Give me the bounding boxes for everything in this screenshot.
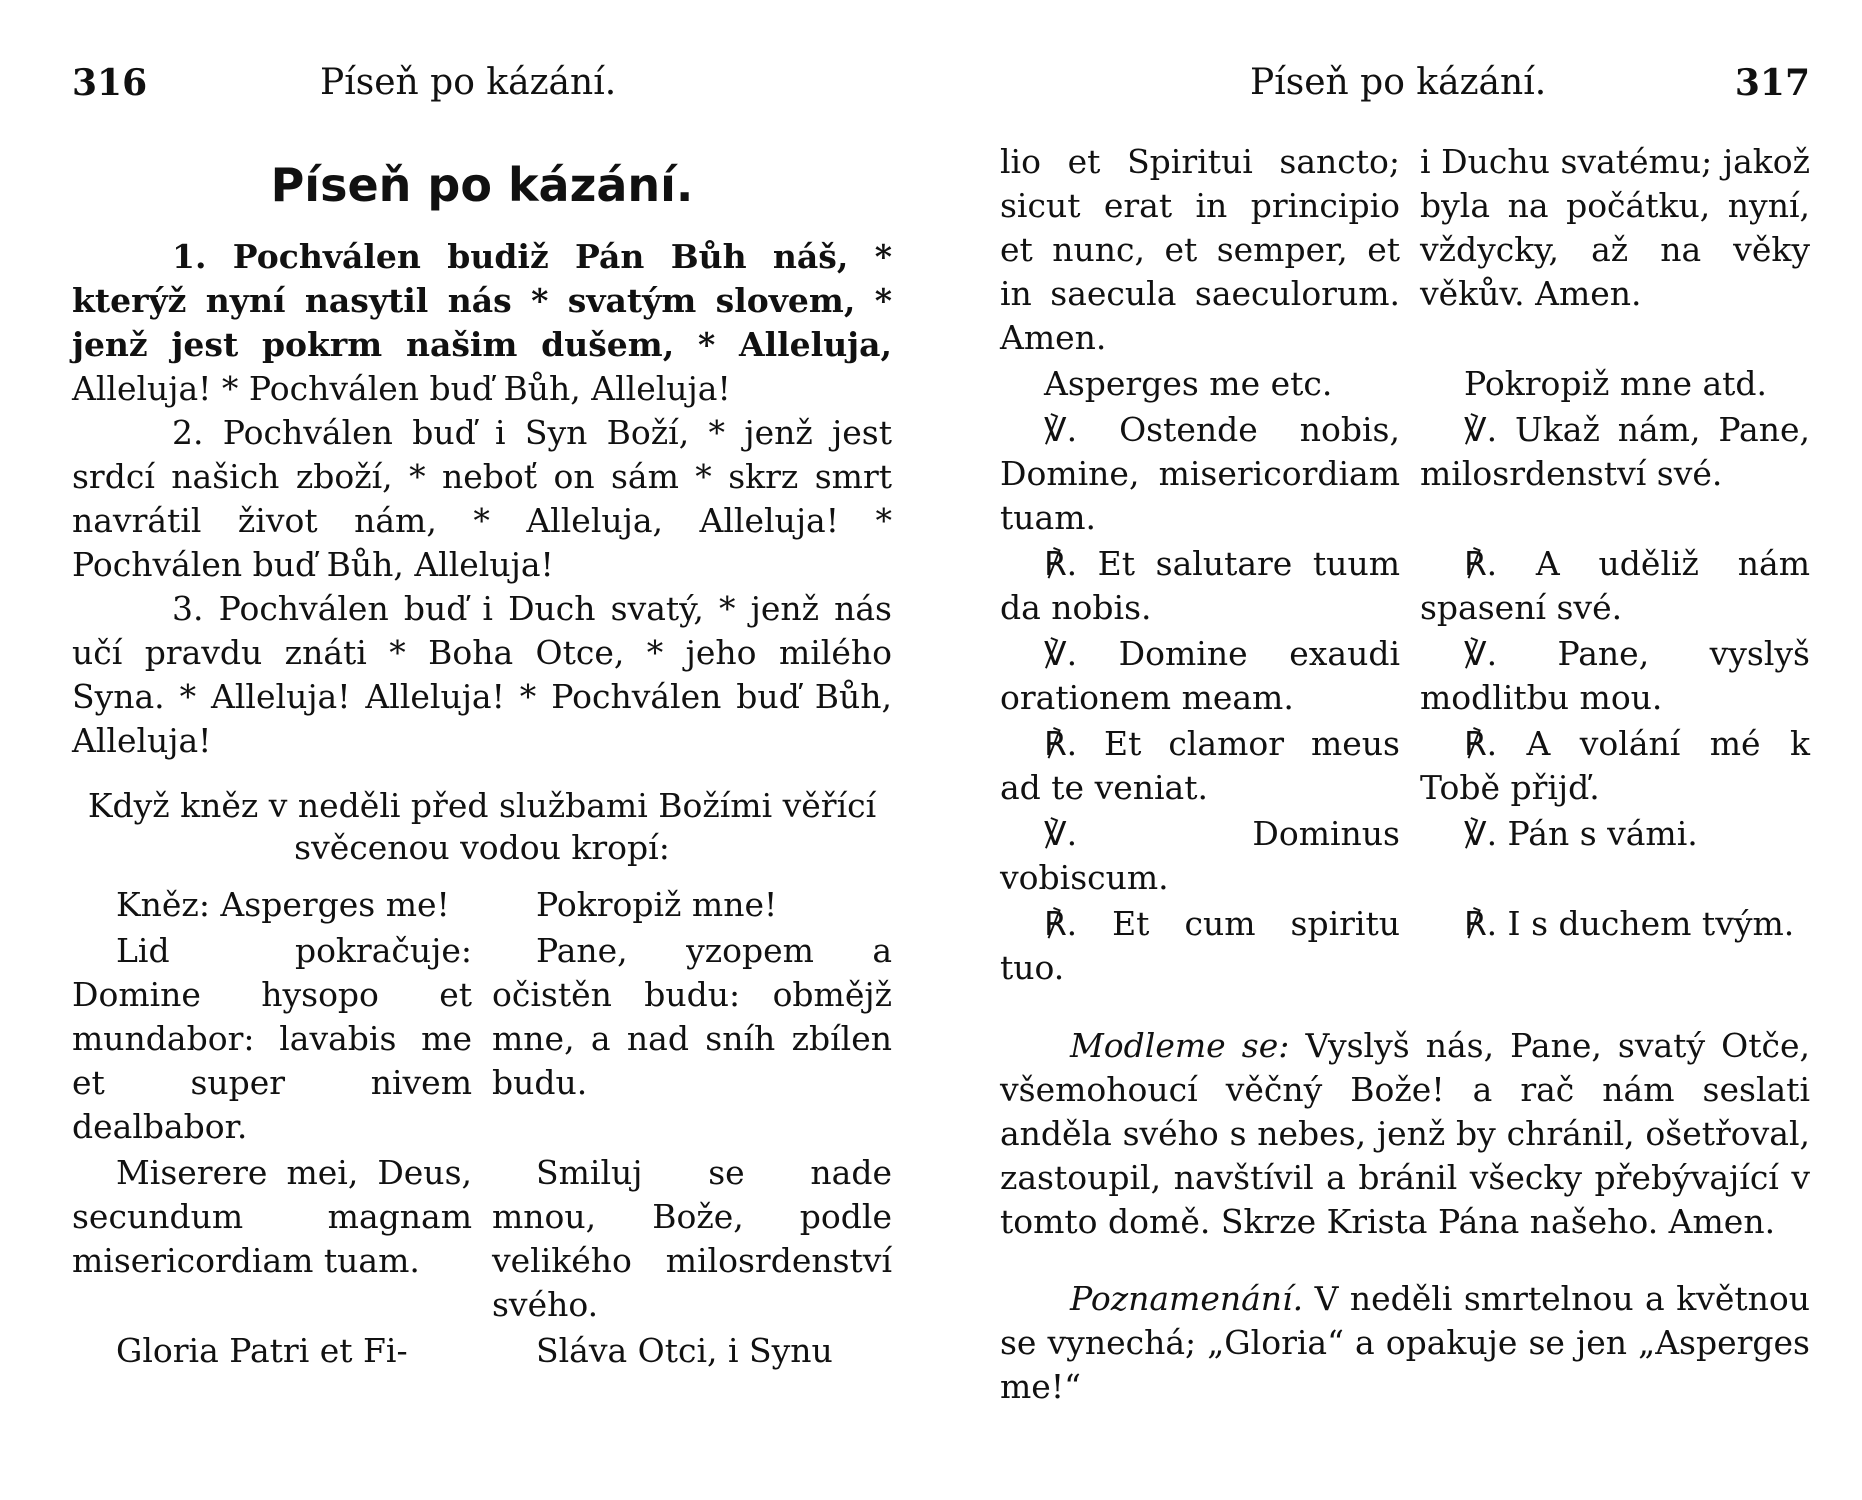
parallel-row bbox=[72, 929, 892, 1151]
czech-response: ℟. A uděliž nám spasení své. bbox=[1420, 544, 1810, 627]
right-page-content bbox=[1000, 140, 1810, 1442]
versicle-row bbox=[1000, 632, 1810, 722]
czech-versicle: ℣. Pane, vyslyš modlitbu mou. bbox=[1420, 634, 1810, 717]
latin-text: Miserere mei, Deus, secundum magnam misericordiam tuam. bbox=[72, 1153, 472, 1280]
note-text: V neděli smrtelnou a květnou se vynechá; „Gloria“ a opakuje se jen „Asperges me!“ bbox=[1000, 1279, 1810, 1406]
czech-text: Pokropiž mne atd. bbox=[1464, 364, 1768, 403]
czech-text: Pokropiž mne! bbox=[536, 885, 778, 924]
stanza-3 bbox=[72, 587, 892, 763]
parallel-row bbox=[72, 883, 892, 929]
czech-text: Sláva Otci, i Synu bbox=[536, 1331, 833, 1370]
stanza-1 bbox=[72, 235, 892, 411]
right-page bbox=[1000, 0, 1810, 1500]
versicle-row bbox=[1000, 408, 1810, 542]
latin-text: lio et Spiritui sancto; sicut erat in principio et nunc, et semper, et in saecula saeculorum. Amen. bbox=[1000, 142, 1400, 357]
czech-versicle: ℣. Ukaž nám, Pane, milosrdenství své. bbox=[1420, 410, 1810, 493]
left-running-title: Píseň po kázání. bbox=[320, 62, 617, 103]
czech-text: Pane, yzopem a očistěn budu: obmějž mne, a nad sníh zbílen budu. bbox=[492, 931, 892, 1102]
prayer-text: Vyslyš nás, Pane, svatý Otče, všemohoucí věčný Bože! a rač nám seslati anděla svého s nebes, jenž by chránil, ošetřoval, zastoupil, navštívil a bránil všecky přebývající v tomto domě. Skrze Krista Pána našeho. Amen. bbox=[1000, 1026, 1810, 1241]
response-row bbox=[1000, 542, 1810, 632]
song-title: Píseň po kázání. bbox=[270, 158, 694, 212]
right-page-number: 317 bbox=[1734, 62, 1810, 104]
latin-versicle: ℣. Ostende nobis, Domine, misericordiam tuam. bbox=[1000, 410, 1400, 537]
czech-response: ℟. A volání mé k Tobě přijď. bbox=[1420, 724, 1810, 807]
czech-versicle: ℣. Pán s vámi. bbox=[1464, 814, 1698, 853]
versicle-row bbox=[1000, 812, 1810, 902]
latin-response: ℟. Et salutare tuum da nobis. bbox=[1000, 544, 1400, 627]
parallel-row bbox=[72, 1151, 892, 1329]
parallel-row bbox=[1000, 362, 1810, 408]
latin-text: Kněz: Asperges me! bbox=[116, 885, 450, 924]
left-page-number: 316 bbox=[72, 62, 148, 104]
latin-text: Asperges me etc. bbox=[1044, 364, 1333, 403]
left-page bbox=[72, 0, 892, 1500]
latin-text: Gloria Patri et Fi- bbox=[116, 1331, 408, 1370]
czech-text: Smiluj se nade mnou, Bože, podle velikého milosrdenství svého. bbox=[492, 1153, 892, 1324]
parallel-row bbox=[1000, 140, 1810, 362]
latin-versicle: ℣. Domine exaudi orationem meam. bbox=[1000, 634, 1400, 717]
stanza-2-text: 2. Pochválen buď i Syn Boží, * jenž jest srdcí našich zboží, * neboť on sám * skrz smrt navrátil život nám, * Alleluja, Alleluja! * Pochválen buď Bůh, Alleluja! bbox=[72, 413, 892, 584]
latin-response: ℟. Et clamor meus ad te veniat. bbox=[1000, 724, 1400, 807]
stanza-1-text: Alleluja! * Pochválen buď Bůh, Alleluja! bbox=[72, 369, 731, 408]
right-parallel-text bbox=[1000, 140, 1810, 992]
czech-text: i Duchu svatému; jakož byla na počátku, nyní, vždycky, až na věky věkův. Amen. bbox=[1420, 142, 1810, 313]
latin-text: Lid pokračuje: Domine hysopo et mundabor: lavabis me et super nivem dealbabor. bbox=[72, 931, 472, 1146]
parallel-row bbox=[72, 1329, 892, 1375]
response-row bbox=[1000, 722, 1810, 812]
stanza-3-text: 3. Pochválen buď i Duch svatý, * jenž nás učí pravdu znáti * Boha Otce, * jeho milého Syna. * Alleluja! Alleluja! * Pochválen buď Bůh, Alleluja! bbox=[72, 589, 892, 760]
closing-prayer bbox=[1000, 1024, 1810, 1244]
rubric-note bbox=[1000, 1277, 1810, 1409]
stanza-1-bold-text: 1. Pochválen budiž Pán Bůh náš, * kterýž nyní nasytil nás * svatým slovem, * jenž jest pokrm našim dušem, * Alleluja, bbox=[72, 237, 892, 364]
left-parallel-text bbox=[72, 883, 892, 1375]
rubric-instruction: Když kněz v neděli před službami Božími věřící svěcenou vodou kropí: bbox=[87, 786, 877, 867]
stanza-2 bbox=[72, 411, 892, 587]
left-running-header bbox=[72, 62, 892, 122]
czech-response: ℟. I s duchem tvým. bbox=[1464, 904, 1795, 943]
left-page-content bbox=[72, 145, 892, 1375]
response-row bbox=[1000, 902, 1810, 992]
right-running-title: Píseň po kázání. bbox=[1250, 62, 1547, 103]
latin-response: ℟. Et cum spiritu tuo. bbox=[1000, 904, 1400, 987]
note-label: Poznamenání. bbox=[1070, 1279, 1304, 1318]
latin-versicle: ℣. Dominus vobiscum. bbox=[1000, 814, 1400, 897]
right-running-header bbox=[1000, 62, 1810, 122]
prayer-label: Modleme se: bbox=[1070, 1026, 1290, 1065]
